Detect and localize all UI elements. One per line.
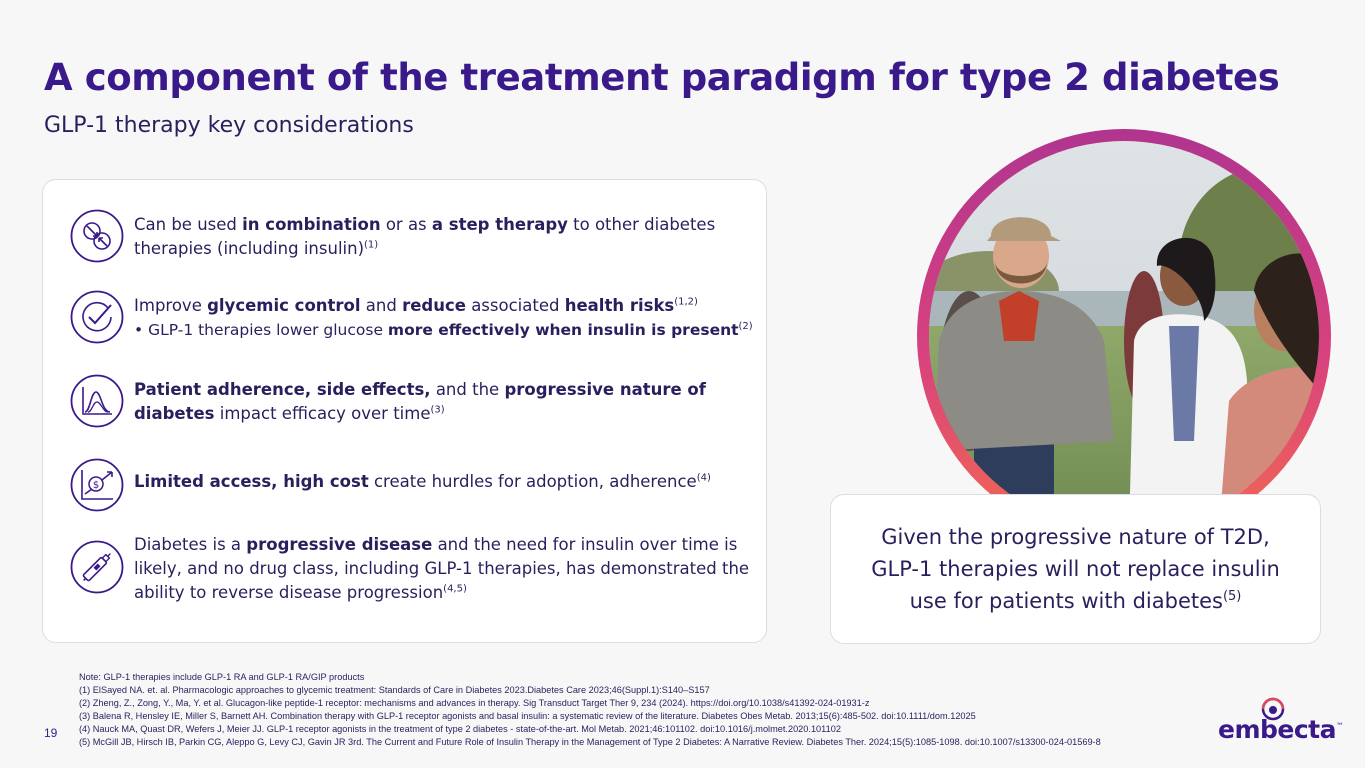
citation-superscript: (2) [738,320,753,332]
insulin-pen-icon [70,540,124,594]
slide-subtitle: GLP-1 therapy key considerations [44,113,414,138]
text-segment: and the [430,380,505,399]
text-segment: to other diabetes therapies (including insulin) [134,215,716,258]
emphasis-text: health risks [564,296,675,315]
citation-superscript: (1) [364,239,379,251]
footnote-line: (3) Balena R, Hensley IE, Miller S, Barnett AH. Combination therapy with GLP-1 receptor agonists and basal insulin: a systematic review of the literature. Diabetes Obes Metab. 2013;15(6):485-502. doi:10.1111/dom.12025 [79,711,976,721]
citation-superscript: (4) [696,472,711,484]
consideration-text [134,533,754,605]
consideration-text [134,378,754,426]
logo-wordmark: embecta™ [1218,715,1344,744]
consideration-main-text [134,215,715,258]
bell-curve-chart-icon [70,374,124,428]
text-segment: and the need for insulin over time is likely, and no drug class, including GLP-1 therapies, has demonstrated the ability to reverse disease progression [134,535,750,602]
text-segment: associated [465,296,565,315]
callout-text [856,521,1296,617]
text-segment: create hurdles for adoption, adherence [368,472,697,491]
footnote-line: (4) Nauck MA, Quast DR, Wefers J, Meier JJ. GLP-1 receptor agonists in the treatment of type 2 diabetes - state-of-the-art. Mol Metab. 2021;46:101102. doi:10.1016/j.molmet.2020.101102 [79,724,841,734]
citation-superscript: (4,5) [443,583,467,595]
consideration-main-text [134,296,698,315]
emphasis-text: glycemic control [207,296,361,315]
considerations-card [42,179,767,643]
slide-title: A component of the treatment paradigm for type 2 diabetes [44,56,1280,99]
key-takeaway-callout [830,494,1321,644]
consideration-main-text [134,380,706,423]
references-footnotes [79,671,1229,749]
photo-gradient-ring [917,129,1331,543]
svg-text:$: $ [92,480,100,491]
dollar-growth-icon [70,458,124,512]
embecta-logo [1218,697,1344,747]
text-segment: impact efficacy over time [214,404,431,423]
consideration-main-text [134,472,711,491]
consideration-bullet [134,318,754,342]
emphasis-text: Limited access, high cost [134,472,369,491]
text-segment: or as [380,215,432,234]
consideration-text [134,213,754,261]
checkmark-circle-icon [70,290,124,344]
emphasis-text: Patient adherence, side effects, [134,380,431,399]
citation-superscript: (3) [430,404,445,416]
page-number: 19 [44,726,58,740]
emphasis-text: reduce [402,296,466,315]
emphasis-text: progressive nature of diabetes [134,380,706,423]
text-segment: Improve [134,296,208,315]
callout-citation: (5) [1222,589,1242,604]
emphasis-text: a step therapy [431,215,568,234]
text-segment: • GLP-1 therapies lower glucose [134,321,388,339]
consideration-main-text [134,535,749,602]
footnote-line: (2) Zheng, Z., Zong, Y., Ma, Y. et al. Glucagon-like peptide-1 receptor: mechanisms and advances in therapy. Sig Transduct Target Ther 9, 234 (2024). https://doi.org/10.1038/s41392-024-01931-z [79,698,870,708]
patients-conversation-photo [929,141,1319,531]
footnote-line: (5) McGill JB, Hirsch IB, Parkin CG, Aleppo G, Levy CJ, Gavin JR 3rd. The Current and Future Role of Insulin Therapy in the Management of Type 2 Diabetes: A Narrative Review. Diabetes Ther. 2024;15(5):1085-1098. doi:10.1007/s13300-024-01569-8 [79,737,1101,747]
callout-statement: Given the progressive nature of T2D, GLP-1 therapies will not replace insulin use for patients with diabetes [871,525,1280,613]
footnote-line: Note: GLP-1 therapies include GLP-1 RA and GLP-1 RA/GIP products [79,672,365,682]
text-segment: Can be used [134,215,243,234]
footnote-line: (1) ElSayed NA. et. al. Pharmacologic approaches to glycemic treatment: Standards of Care in Diabetes 2023.Diabetes Care 2023;46(Suppl.1):S140–S157 [79,685,710,695]
emphasis-text: more effectively when insulin is present [387,321,739,339]
combination-arrows-icon [70,209,124,263]
text-segment: Diabetes is a [134,535,247,554]
emphasis-text: progressive disease [246,535,433,554]
citation-superscript: (1,2) [674,296,698,308]
emphasis-text: in combination [242,215,381,234]
consideration-text [134,294,754,342]
consideration-text [134,470,754,494]
text-segment: and [360,296,403,315]
